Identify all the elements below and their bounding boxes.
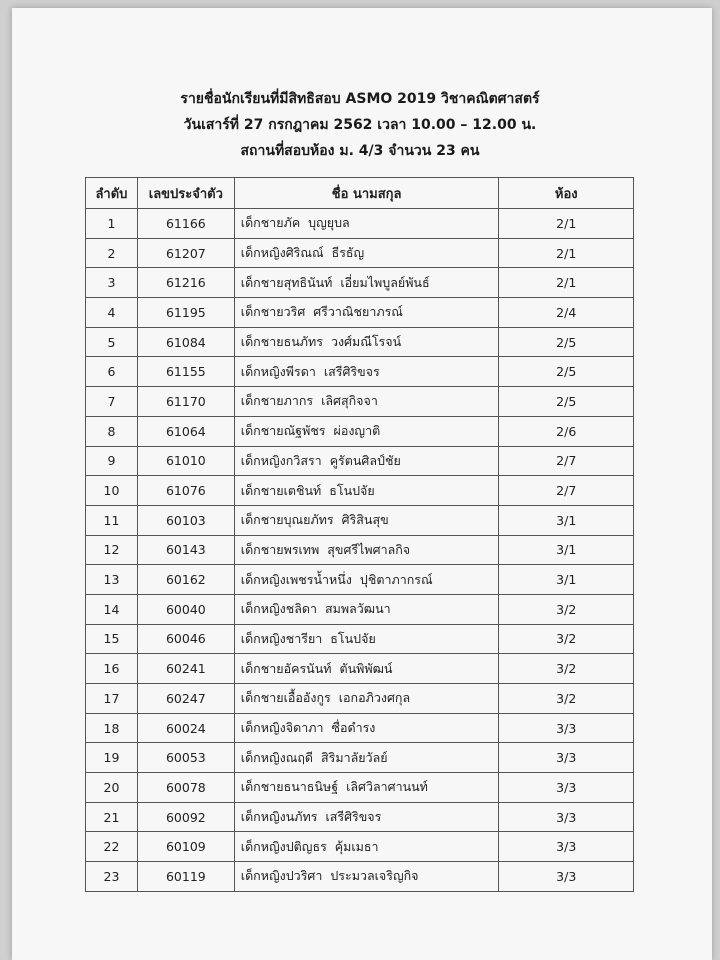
- cell-student-id: 60053: [137, 743, 234, 773]
- student-last-name: สุขศรีไพศาลกิจ: [327, 541, 411, 557]
- student-first-name: เด็กชายภากร: [240, 393, 314, 409]
- cell-student-id: 60046: [137, 624, 234, 654]
- cell-room: 3/3: [499, 832, 634, 862]
- cell-number: 16: [86, 654, 138, 684]
- student-last-name: ศรีวาณิชยาภรณ์: [313, 304, 403, 320]
- student-first-name: เด็กหญิงพีรดา: [240, 363, 316, 379]
- cell-room: 3/1: [499, 505, 634, 535]
- student-last-name: ธีรธัญ: [331, 245, 365, 261]
- cell-number: 19: [86, 743, 138, 773]
- table-row: [86, 862, 634, 892]
- cell-student-id: 60247: [137, 684, 234, 714]
- cell-name: [234, 624, 499, 654]
- cell-number: 23: [86, 862, 138, 892]
- student-last-name: เอกอภิวงศกุล: [338, 690, 411, 706]
- cell-number: 4: [86, 298, 138, 328]
- student-first-name: เด็กหญิงปติญธร: [240, 838, 327, 854]
- cell-student-id: 61170: [137, 387, 234, 417]
- cell-name: [234, 387, 499, 417]
- cell-number: 17: [86, 684, 138, 714]
- student-first-name: เด็กหญิงศิริณณ์: [240, 245, 324, 261]
- cell-student-id: 60241: [137, 654, 234, 684]
- cell-student-id: 60040: [137, 594, 234, 624]
- cell-number: 9: [86, 446, 138, 476]
- cell-name: [234, 298, 499, 328]
- student-first-name: เด็กชายวริศ: [240, 304, 306, 320]
- column-header-room: ห้อง: [499, 178, 634, 209]
- student-last-name: บุญยุบล: [308, 215, 350, 231]
- table-row: [86, 357, 634, 387]
- table-row: [86, 743, 634, 773]
- cell-number: 21: [86, 802, 138, 832]
- student-first-name: เด็กหญิงกวิสรา: [240, 452, 322, 468]
- table-row: [86, 594, 634, 624]
- student-last-name: เลิศสุกิจจา: [321, 393, 378, 409]
- cell-room: 2/7: [499, 446, 634, 476]
- heading-date: วันเสาร์ที่ 27 กรกฎาคม 2562 เวลา 10.00 – 12.00 น.: [183, 117, 537, 133]
- student-first-name: เด็กหญิงชารียา: [240, 630, 323, 646]
- table-row: [86, 802, 634, 832]
- student-first-name: เด็กชายสุทธินันท์: [240, 274, 333, 290]
- cell-room: 3/3: [499, 743, 634, 773]
- student-first-name: เด็กหญิงณฤดี: [240, 749, 314, 765]
- student-last-name: ธโนปจัย: [329, 482, 375, 498]
- cell-name: [234, 862, 499, 892]
- table-row: [86, 565, 634, 595]
- student-first-name: เด็กชายธนาธนิษฐ์: [240, 779, 339, 795]
- student-last-name: ตันพิพัฒน์: [339, 660, 393, 676]
- cell-name: [234, 446, 499, 476]
- student-last-name: ศิริสินสุข: [341, 512, 389, 528]
- table-row: [86, 446, 634, 476]
- column-header-name: ชื่อ นามสกุล: [234, 178, 499, 209]
- cell-number: 1: [86, 209, 138, 239]
- cell-name: [234, 802, 499, 832]
- cell-student-id: 60024: [137, 713, 234, 743]
- student-last-name: ธโนปจัย: [330, 630, 376, 646]
- cell-room: 2/6: [499, 416, 634, 446]
- cell-student-id: 61076: [137, 476, 234, 506]
- table-row: [86, 832, 634, 862]
- cell-student-id: 61010: [137, 446, 234, 476]
- cell-room: 3/3: [499, 802, 634, 832]
- student-last-name: เอี่ยมไพบูลย์พันธ์: [340, 274, 430, 290]
- cell-name: [234, 535, 499, 565]
- table-row: [86, 535, 634, 565]
- cell-room: 3/3: [499, 773, 634, 803]
- cell-name: [234, 654, 499, 684]
- student-first-name: เด็กชายภัค: [240, 215, 301, 231]
- cell-name: [234, 268, 499, 298]
- cell-number: 6: [86, 357, 138, 387]
- student-last-name: ผ่องญาติ: [333, 423, 381, 439]
- cell-name: [234, 416, 499, 446]
- cell-number: 10: [86, 476, 138, 506]
- student-first-name: เด็กหญิงนภัทร: [240, 809, 318, 825]
- heading-location: สถานที่สอบห้อง ม. 4/3 จำนวน 23 คน: [240, 143, 480, 159]
- cell-room: 2/4: [499, 298, 634, 328]
- table-row: [86, 238, 634, 268]
- cell-student-id: 60109: [137, 832, 234, 862]
- cell-number: 22: [86, 832, 138, 862]
- cell-number: 7: [86, 387, 138, 417]
- table-row: [86, 624, 634, 654]
- table-row: [86, 387, 634, 417]
- heading-title: รายชื่อนักเรียนที่มีสิทธิสอบ ASMO 2019 วิชาคณิตศาสตร์: [180, 91, 540, 107]
- student-last-name: สมพลวัฒนา: [325, 601, 391, 617]
- cell-student-id: 60143: [137, 535, 234, 565]
- cell-room: 3/2: [499, 684, 634, 714]
- cell-student-id: 60078: [137, 773, 234, 803]
- cell-name: [234, 476, 499, 506]
- table-row: [86, 773, 634, 803]
- cell-name: [234, 565, 499, 595]
- table-row: [86, 268, 634, 298]
- student-last-name: เลิศวิลาศานนท์: [346, 779, 428, 795]
- cell-number: 5: [86, 327, 138, 357]
- student-last-name: คูรัตนศิลป์ชัย: [329, 452, 401, 468]
- table-row: [86, 654, 634, 684]
- document-heading: [0, 86, 720, 164]
- cell-room: 3/3: [499, 862, 634, 892]
- cell-number: 13: [86, 565, 138, 595]
- cell-student-id: 61207: [137, 238, 234, 268]
- cell-student-id: 61064: [137, 416, 234, 446]
- cell-name: [234, 773, 499, 803]
- student-first-name: เด็กชายธนภัทร: [240, 334, 323, 350]
- table-row: [86, 684, 634, 714]
- table-row: [86, 209, 634, 239]
- cell-student-id: 60162: [137, 565, 234, 595]
- student-last-name: ปุชิตาภากรณ์: [359, 571, 433, 587]
- table-row: [86, 416, 634, 446]
- cell-number: 3: [86, 268, 138, 298]
- column-header-number: ลำดับ: [86, 178, 138, 209]
- cell-room: 3/1: [499, 535, 634, 565]
- column-header-student-id: เลขประจำตัว: [137, 178, 234, 209]
- student-last-name: ประมวลเจริญกิจ: [330, 868, 419, 884]
- cell-number: 18: [86, 713, 138, 743]
- cell-room: 3/2: [499, 624, 634, 654]
- student-last-name: เสรีศิริขจร: [323, 363, 380, 379]
- cell-room: 2/1: [499, 209, 634, 239]
- student-first-name: เด็กหญิงจิดาภา: [240, 720, 324, 736]
- cell-name: [234, 684, 499, 714]
- cell-number: 8: [86, 416, 138, 446]
- table-row: [86, 327, 634, 357]
- cell-number: 12: [86, 535, 138, 565]
- cell-room: 2/1: [499, 238, 634, 268]
- cell-student-id: 61216: [137, 268, 234, 298]
- cell-student-id: 61166: [137, 209, 234, 239]
- student-first-name: เด็กหญิงชลิดา: [240, 601, 318, 617]
- cell-number: 15: [86, 624, 138, 654]
- cell-number: 2: [86, 238, 138, 268]
- table-row: [86, 505, 634, 535]
- cell-number: 11: [86, 505, 138, 535]
- cell-name: [234, 327, 499, 357]
- cell-student-id: 60103: [137, 505, 234, 535]
- table-row: [86, 713, 634, 743]
- cell-room: 2/5: [499, 327, 634, 357]
- cell-room: 3/2: [499, 594, 634, 624]
- cell-student-id: 61084: [137, 327, 234, 357]
- table-row: [86, 476, 634, 506]
- student-last-name: สิริมาลัยวัลย์: [321, 749, 388, 765]
- student-first-name: เด็กชายเตชินท์: [240, 482, 322, 498]
- cell-name: [234, 505, 499, 535]
- cell-student-id: 61155: [137, 357, 234, 387]
- student-first-name: เด็กหญิงเพชรน้ำหนึ่ง: [240, 571, 352, 587]
- student-table: [85, 177, 634, 892]
- student-last-name: คุ้มเมธา: [334, 838, 379, 854]
- cell-name: [234, 238, 499, 268]
- cell-name: [234, 594, 499, 624]
- cell-name: [234, 209, 499, 239]
- cell-name: [234, 713, 499, 743]
- cell-room: 3/3: [499, 713, 634, 743]
- cell-name: [234, 832, 499, 862]
- table-row: [86, 298, 634, 328]
- student-first-name: เด็กชายเอื้ออังกูร: [240, 690, 331, 706]
- student-last-name: วงศ์มณีโรจน์: [330, 334, 402, 350]
- student-last-name: ซื่อดำรง: [331, 720, 376, 736]
- student-first-name: เด็กชายณัฐพัชร: [240, 423, 326, 439]
- student-first-name: เด็กชายอัครนันท์: [240, 660, 332, 676]
- student-last-name: เสรีศิริขจร: [325, 809, 382, 825]
- cell-number: 14: [86, 594, 138, 624]
- cell-room: 2/1: [499, 268, 634, 298]
- cell-number: 20: [86, 773, 138, 803]
- cell-student-id: 60119: [137, 862, 234, 892]
- cell-name: [234, 357, 499, 387]
- cell-room: 2/7: [499, 476, 634, 506]
- cell-room: 2/5: [499, 387, 634, 417]
- cell-name: [234, 743, 499, 773]
- student-first-name: เด็กหญิงปวริศา: [240, 868, 323, 884]
- cell-student-id: 60092: [137, 802, 234, 832]
- cell-room: 3/1: [499, 565, 634, 595]
- cell-student-id: 61195: [137, 298, 234, 328]
- cell-room: 2/5: [499, 357, 634, 387]
- student-first-name: เด็กชายบุณยภัทร: [240, 512, 334, 528]
- table-header-row: [86, 178, 634, 209]
- cell-room: 3/2: [499, 654, 634, 684]
- student-first-name: เด็กชายพรเทพ: [240, 541, 320, 557]
